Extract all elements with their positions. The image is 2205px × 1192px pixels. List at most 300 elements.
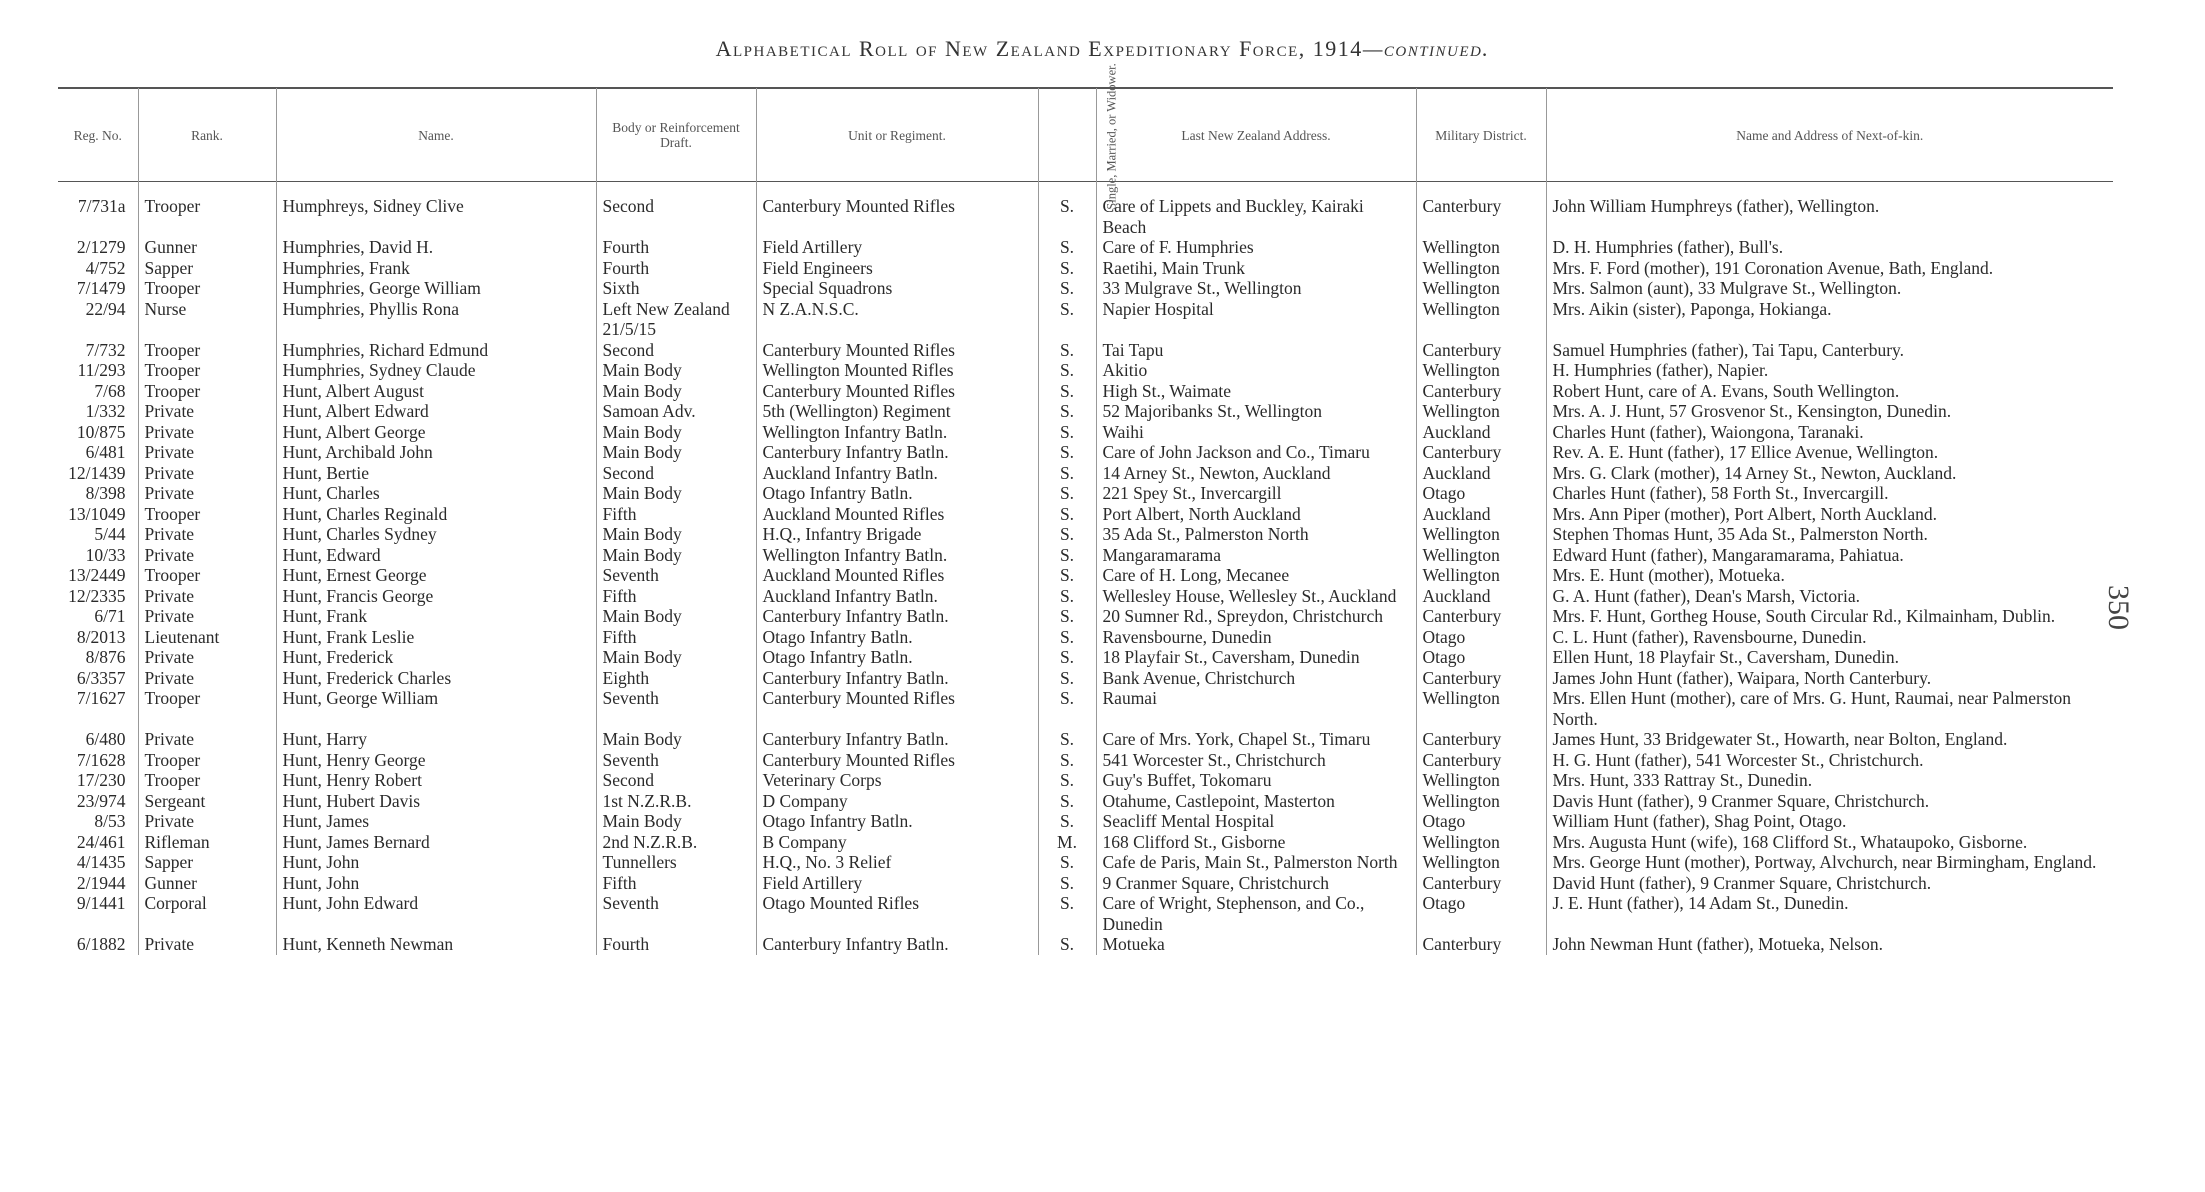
address-cell: Care of H. Long, Mecanee <box>1096 565 1416 586</box>
unit-cell: Canterbury Mounted Rifles <box>756 381 1038 402</box>
rank-cell: Trooper <box>138 360 276 381</box>
draft-cell: Main Body <box>596 381 756 402</box>
address-cell: Tai Tapu <box>1096 340 1416 361</box>
marital-status-cell: S. <box>1038 401 1096 422</box>
reg-no-cell: 1/332 <box>85 401 126 421</box>
address-cell: Care of Wright, Stephenson, and Co., Dunedin <box>1096 893 1416 934</box>
col-header-district: Military District. <box>1416 88 1546 182</box>
address-cell: Care of John Jackson and Co., Timaru <box>1096 442 1416 463</box>
draft-cell: Main Body <box>596 483 756 504</box>
district-cell: Otago <box>1416 627 1546 648</box>
draft-cell: Main Body <box>596 524 756 545</box>
unit-cell: H.Q., Infantry Brigade <box>756 524 1038 545</box>
address-cell: Napier Hospital <box>1096 299 1416 340</box>
draft-cell: Seventh <box>596 750 756 771</box>
table-row <box>58 258 2113 279</box>
reg-no-cell: 12/2335 <box>68 585 126 606</box>
next-of-kin-cell: Rev. A. E. Hunt (father), 17 Ellice Avenue, Wellington. <box>1546 442 2113 463</box>
reg-no-cell: 8/2013 <box>76 626 126 647</box>
district-cell: Wellington <box>1416 852 1546 873</box>
marital-status-cell: S. <box>1038 442 1096 463</box>
draft-cell: 1st N.Z.R.B. <box>596 791 756 812</box>
marital-status-cell: S. <box>1038 504 1096 525</box>
rank-cell: Private <box>138 545 276 566</box>
address-cell: Waihi <box>1096 422 1416 443</box>
table-row <box>58 791 2113 812</box>
rank-cell: Trooper <box>138 770 276 791</box>
table-row <box>58 565 2113 586</box>
reg-no-cell: 7/731a <box>77 196 126 216</box>
rank-cell: Trooper <box>138 340 276 361</box>
address-cell: Seacliff Mental Hospital <box>1096 811 1416 832</box>
next-of-kin-cell: James Hunt, 33 Bridgewater St., Howarth, near Bolton, England. <box>1546 729 2113 750</box>
col-header-unit: Unit or Regiment. <box>756 88 1038 182</box>
draft-cell: Main Body <box>596 811 756 832</box>
reg-no-cell: 2/1279 <box>76 237 126 257</box>
name-cell: Humphries, Sydney Claude <box>276 360 596 381</box>
table-row <box>58 237 2113 258</box>
unit-cell: Canterbury Mounted Rifles <box>756 688 1038 729</box>
name-cell: Humphries, George William <box>276 278 596 299</box>
table-row <box>58 586 2113 607</box>
address-cell: High St., Waimate <box>1096 381 1416 402</box>
name-cell: Hunt, Albert Edward <box>276 401 596 422</box>
marital-status-cell: S. <box>1038 873 1096 894</box>
reg-no-cell: 8/53 <box>94 811 126 831</box>
col-header-kin: Name and Address of Next-of-kin. <box>1546 88 2113 182</box>
table-row <box>58 422 2113 443</box>
reg-no-cell: 7/68 <box>94 380 126 401</box>
marital-status-cell: S. <box>1038 627 1096 648</box>
district-cell: Canterbury <box>1416 873 1546 894</box>
table-row <box>58 196 2113 237</box>
rank-cell: Rifleman <box>138 832 276 853</box>
draft-cell: Fifth <box>596 586 756 607</box>
table-row <box>58 934 2113 955</box>
rank-cell: Private <box>138 668 276 689</box>
district-cell: Canterbury <box>1416 729 1546 750</box>
unit-cell: Auckland Infantry Batln. <box>756 463 1038 484</box>
reg-no-cell: 9/1441 <box>76 893 126 913</box>
unit-cell: Wellington Mounted Rifles <box>756 360 1038 381</box>
reg-no-cell: 10/875 <box>76 421 126 442</box>
unit-cell: Canterbury Infantry Batln. <box>756 729 1038 750</box>
next-of-kin-cell: William Hunt (father), Shag Point, Otago. <box>1546 811 2113 832</box>
rank-cell: Gunner <box>138 237 276 258</box>
district-cell: Wellington <box>1416 237 1546 258</box>
rank-cell: Private <box>138 647 276 668</box>
reg-no-cell: 5/44 <box>94 524 126 544</box>
rank-cell: Private <box>138 483 276 504</box>
draft-cell: Main Body <box>596 647 756 668</box>
draft-cell: Second <box>596 770 756 791</box>
draft-cell: Tunnellers <box>596 852 756 873</box>
reg-no-cell: 13/1049 <box>68 503 126 524</box>
rank-cell: Private <box>138 524 276 545</box>
name-cell: Hunt, Charles Reginald <box>276 504 596 525</box>
marital-status-cell: S. <box>1038 893 1096 934</box>
rank-cell: Trooper <box>138 504 276 525</box>
rank-cell: Trooper <box>138 688 276 729</box>
name-cell: Hunt, George William <box>276 688 596 729</box>
name-cell: Hunt, Henry Robert <box>276 770 596 791</box>
name-cell: Hunt, Kenneth Newman <box>276 934 596 955</box>
next-of-kin-cell: Davis Hunt (father), 9 Cranmer Square, Christchurch. <box>1546 791 2113 812</box>
next-of-kin-cell: Mrs. Salmon (aunt), 33 Mulgrave St., Wellington. <box>1546 278 2113 299</box>
reg-no-cell: 22/94 <box>85 298 126 319</box>
next-of-kin-cell: H. Humphries (father), Napier. <box>1546 360 2113 381</box>
table-row <box>58 381 2113 402</box>
district-cell: Wellington <box>1416 832 1546 853</box>
name-cell: Humphries, Frank <box>276 258 596 279</box>
next-of-kin-cell: Mrs. Aikin (sister), Paponga, Hokianga. <box>1546 299 2113 340</box>
next-of-kin-cell: Mrs. Ann Piper (mother), Port Albert, North Auckland. <box>1546 504 2113 525</box>
address-cell: Akitio <box>1096 360 1416 381</box>
name-cell: Humphries, Richard Edmund <box>276 340 596 361</box>
unit-cell: D Company <box>756 791 1038 812</box>
reg-no-cell: 6/71 <box>94 606 126 626</box>
next-of-kin-cell: John Newman Hunt (father), Motueka, Nelson. <box>1546 934 2113 955</box>
rank-cell: Trooper <box>138 381 276 402</box>
address-cell: Guy's Buffet, Tokomaru <box>1096 770 1416 791</box>
draft-cell: Sixth <box>596 278 756 299</box>
marital-status-cell: S. <box>1038 258 1096 279</box>
reg-no-cell: 13/2449 <box>68 565 126 585</box>
name-cell: Hunt, James <box>276 811 596 832</box>
table-row <box>58 770 2113 791</box>
draft-cell: Second <box>596 340 756 361</box>
name-cell: Hunt, Frank Leslie <box>276 627 596 648</box>
address-cell: Raetihi, Main Trunk <box>1096 258 1416 279</box>
address-cell: 35 Ada St., Palmerston North <box>1096 524 1416 545</box>
draft-cell: Main Body <box>596 545 756 566</box>
address-cell: 9 Cranmer Square, Christchurch <box>1096 873 1416 894</box>
address-cell: 33 Mulgrave St., Wellington <box>1096 278 1416 299</box>
unit-cell: Canterbury Infantry Batln. <box>756 668 1038 689</box>
district-cell: Canterbury <box>1416 196 1546 237</box>
rank-cell: Private <box>138 442 276 463</box>
district-cell: Wellington <box>1416 791 1546 812</box>
rank-cell: Gunner <box>138 873 276 894</box>
marital-status-cell: S. <box>1038 360 1096 381</box>
rank-cell: Trooper <box>138 565 276 586</box>
roll-table <box>58 62 2113 955</box>
reg-no-cell: 8/876 <box>85 647 126 667</box>
reg-no-cell: 2/1944 <box>76 872 126 893</box>
table-row <box>58 299 2113 340</box>
marital-status-cell: S. <box>1038 524 1096 545</box>
rank-cell: Private <box>138 934 276 955</box>
rank-cell: Private <box>138 422 276 443</box>
district-cell: Wellington <box>1416 770 1546 791</box>
reg-no-cell: 7/1627 <box>76 688 126 708</box>
table-row <box>58 811 2113 832</box>
next-of-kin-cell: Samuel Humphries (father), Tai Tapu, Canterbury. <box>1546 340 2113 361</box>
next-of-kin-cell: J. E. Hunt (father), 14 Adam St., Dunedin. <box>1546 893 2113 934</box>
address-cell: Ravensbourne, Dunedin <box>1096 627 1416 648</box>
rank-cell: Trooper <box>138 278 276 299</box>
address-cell: Care of Mrs. York, Chapel St., Timaru <box>1096 729 1416 750</box>
marital-status-cell: S. <box>1038 770 1096 791</box>
marital-status-cell: S. <box>1038 463 1096 484</box>
table-row <box>58 668 2113 689</box>
address-cell: 221 Spey St., Invercargill <box>1096 483 1416 504</box>
marital-status-cell: S. <box>1038 586 1096 607</box>
name-cell: Hunt, John <box>276 873 596 894</box>
draft-cell: Fourth <box>596 237 756 258</box>
rank-cell: Private <box>138 463 276 484</box>
unit-cell: Wellington Infantry Batln. <box>756 422 1038 443</box>
address-cell: Cafe de Paris, Main St., Palmerston North <box>1096 852 1416 873</box>
unit-cell: Canterbury Infantry Batln. <box>756 934 1038 955</box>
table-row <box>58 504 2113 525</box>
address-cell: 14 Arney St., Newton, Auckland <box>1096 463 1416 484</box>
name-cell: Hunt, Archibald John <box>276 442 596 463</box>
district-cell: Otago <box>1416 893 1546 934</box>
rank-cell: Sapper <box>138 852 276 873</box>
table-row <box>58 688 2113 729</box>
address-cell: 20 Sumner Rd., Spreydon, Christchurch <box>1096 606 1416 627</box>
district-cell: Wellington <box>1416 299 1546 340</box>
draft-cell: Fourth <box>596 934 756 955</box>
page-title <box>0 36 2205 62</box>
name-cell: Hunt, Frederick <box>276 647 596 668</box>
rank-cell: Nurse <box>138 299 276 340</box>
next-of-kin-cell: Stephen Thomas Hunt, 35 Ada St., Palmerston North. <box>1546 524 2113 545</box>
draft-cell: Seventh <box>596 565 756 586</box>
unit-cell: Otago Infantry Batln. <box>756 811 1038 832</box>
name-cell: Hunt, Charles Sydney <box>276 524 596 545</box>
district-cell: Wellington <box>1416 545 1546 566</box>
col-header-marital-status: Single, Married, or Widower. <box>1038 88 1096 182</box>
table-row <box>58 873 2113 894</box>
address-cell: Mangaramarama <box>1096 545 1416 566</box>
district-cell: Auckland <box>1416 422 1546 443</box>
name-cell: Humphries, David H. <box>276 237 596 258</box>
next-of-kin-cell: Edward Hunt (father), Mangaramarama, Pahiatua. <box>1546 545 2113 566</box>
table-row <box>58 606 2113 627</box>
reg-no-cell: 11/293 <box>77 360 126 380</box>
next-of-kin-cell: Mrs. A. J. Hunt, 57 Grosvenor St., Kensington, Dunedin. <box>1546 401 2113 422</box>
marital-status-cell: S. <box>1038 688 1096 729</box>
unit-cell: Special Squadrons <box>756 278 1038 299</box>
col-header-rank: Rank. <box>138 88 276 182</box>
table-row <box>58 442 2113 463</box>
draft-cell: Main Body <box>596 442 756 463</box>
address-cell: Port Albert, North Auckland <box>1096 504 1416 525</box>
district-cell: Wellington <box>1416 278 1546 299</box>
district-cell: Wellington <box>1416 360 1546 381</box>
next-of-kin-cell: G. A. Hunt (father), Dean's Marsh, Victoria. <box>1546 586 2113 607</box>
marital-status-cell: S. <box>1038 381 1096 402</box>
address-cell: Care of Lippets and Buckley, Kairaki Beach <box>1096 196 1416 237</box>
unit-cell: Auckland Infantry Batln. <box>756 586 1038 607</box>
next-of-kin-cell: Charles Hunt (father), 58 Forth St., Invercargill. <box>1546 483 2113 504</box>
title-continued: —continued. <box>1362 36 1490 61</box>
table-row <box>58 893 2113 934</box>
district-cell: Canterbury <box>1416 668 1546 689</box>
next-of-kin-cell: John William Humphreys (father), Wellington. <box>1546 196 2113 237</box>
reg-no-cell: 10/33 <box>85 544 126 565</box>
reg-no-cell: 6/481 <box>85 442 126 462</box>
table-row <box>58 524 2113 545</box>
next-of-kin-cell: James John Hunt (father), Waipara, North Canterbury. <box>1546 668 2113 689</box>
unit-cell: Wellington Infantry Batln. <box>756 545 1038 566</box>
roll-body <box>58 196 2113 955</box>
name-cell: Hunt, Hubert Davis <box>276 791 596 812</box>
draft-cell: Main Body <box>596 606 756 627</box>
marital-status-cell: S. <box>1038 565 1096 586</box>
district-cell: Wellington <box>1416 688 1546 729</box>
name-cell: Hunt, Albert August <box>276 381 596 402</box>
unit-cell: N Z.A.N.S.C. <box>756 299 1038 340</box>
col-header-reg-no: Reg. No. <box>73 127 122 143</box>
name-cell: Hunt, Harry <box>276 729 596 750</box>
table-row <box>58 463 2113 484</box>
next-of-kin-cell: Ellen Hunt, 18 Playfair St., Caversham, Dunedin. <box>1546 647 2113 668</box>
district-cell: Auckland <box>1416 504 1546 525</box>
table-row <box>58 750 2113 771</box>
unit-cell: Canterbury Infantry Batln. <box>756 442 1038 463</box>
reg-no-cell: 6/480 <box>85 729 126 749</box>
next-of-kin-cell: Robert Hunt, care of A. Evans, South Wellington. <box>1546 381 2113 402</box>
table-row <box>58 832 2113 853</box>
name-cell: Hunt, Ernest George <box>276 565 596 586</box>
address-cell: Bank Avenue, Christchurch <box>1096 668 1416 689</box>
page-number: 350 <box>2102 585 2135 630</box>
col-header-draft: Body or Reinforcement Draft. <box>596 88 756 182</box>
unit-cell: Field Artillery <box>756 873 1038 894</box>
table-row <box>58 483 2113 504</box>
draft-cell: Second <box>596 463 756 484</box>
next-of-kin-cell: Mrs. G. Clark (mother), 14 Arney St., Newton, Auckland. <box>1546 463 2113 484</box>
rank-cell: Sergeant <box>138 791 276 812</box>
address-cell: Otahume, Castlepoint, Masterton <box>1096 791 1416 812</box>
unit-cell: Otago Infantry Batln. <box>756 627 1038 648</box>
marital-status-cell: S. <box>1038 196 1096 237</box>
marital-status-cell: S. <box>1038 237 1096 258</box>
unit-cell: H.Q., No. 3 Relief <box>756 852 1038 873</box>
district-cell: Canterbury <box>1416 340 1546 361</box>
unit-cell: Canterbury Infantry Batln. <box>756 606 1038 627</box>
next-of-kin-cell: Mrs. Hunt, 333 Rattray St., Dunedin. <box>1546 770 2113 791</box>
address-cell: Raumai <box>1096 688 1416 729</box>
reg-no-cell: 17/230 <box>76 770 126 790</box>
name-cell: Humphreys, Sidney Clive <box>276 196 596 237</box>
next-of-kin-cell: Mrs. F. Ford (mother), 191 Coronation Avenue, Bath, England. <box>1546 258 2113 279</box>
name-cell: Hunt, Frank <box>276 606 596 627</box>
district-cell: Canterbury <box>1416 606 1546 627</box>
draft-cell: Fifth <box>596 627 756 648</box>
marital-status-cell: M. <box>1038 832 1096 853</box>
next-of-kin-cell: David Hunt (father), 9 Cranmer Square, Christchurch. <box>1546 873 2113 894</box>
unit-cell: Field Artillery <box>756 237 1038 258</box>
reg-no-cell: 23/974 <box>76 790 126 811</box>
table-row <box>58 340 2113 361</box>
name-cell: Hunt, Frederick Charles <box>276 668 596 689</box>
rank-cell: Lieutenant <box>138 627 276 648</box>
table-row <box>58 401 2113 422</box>
draft-cell: Fourth <box>596 258 756 279</box>
draft-cell: Fifth <box>596 504 756 525</box>
district-cell: Wellington <box>1416 401 1546 422</box>
unit-cell: Canterbury Mounted Rifles <box>756 750 1038 771</box>
column-header-row <box>58 88 2113 182</box>
rank-cell: Private <box>138 811 276 832</box>
draft-cell: Eighth <box>596 668 756 689</box>
unit-cell: Otago Infantry Batln. <box>756 483 1038 504</box>
address-cell: 168 Clifford St., Gisborne <box>1096 832 1416 853</box>
reg-no-cell: 6/3357 <box>76 667 126 688</box>
table-row <box>58 360 2113 381</box>
marital-status-cell: S. <box>1038 729 1096 750</box>
marital-status-cell: S. <box>1038 545 1096 566</box>
next-of-kin-cell: Charles Hunt (father), Waiongona, Taranaki. <box>1546 422 2113 443</box>
next-of-kin-cell: Mrs. F. Hunt, Gortheg House, South Circular Rd., Kilmainham, Dublin. <box>1546 606 2113 627</box>
name-cell: Hunt, Francis George <box>276 586 596 607</box>
marital-status-cell: S. <box>1038 483 1096 504</box>
district-cell: Canterbury <box>1416 442 1546 463</box>
draft-cell: Second <box>596 196 756 237</box>
draft-cell: Seventh <box>596 688 756 729</box>
marital-status-cell: S. <box>1038 422 1096 443</box>
name-cell: Hunt, Henry George <box>276 750 596 771</box>
unit-cell: Canterbury Mounted Rifles <box>756 196 1038 237</box>
marital-status-cell: S. <box>1038 647 1096 668</box>
next-of-kin-cell: Mrs. E. Hunt (mother), Motueka. <box>1546 565 2113 586</box>
marital-status-cell: S. <box>1038 278 1096 299</box>
rank-cell: Private <box>138 586 276 607</box>
name-cell: Hunt, Edward <box>276 545 596 566</box>
district-cell: Otago <box>1416 647 1546 668</box>
rank-cell: Corporal <box>138 893 276 934</box>
marital-status-cell: S. <box>1038 606 1096 627</box>
name-cell: Hunt, John Edward <box>276 893 596 934</box>
rank-cell: Sapper <box>138 258 276 279</box>
reg-no-cell: 7/732 <box>85 339 126 360</box>
marital-status-cell: S. <box>1038 340 1096 361</box>
rank-cell: Private <box>138 729 276 750</box>
name-cell: Hunt, Albert George <box>276 422 596 443</box>
address-cell: Motueka <box>1096 934 1416 955</box>
next-of-kin-cell: D. H. Humphries (father), Bull's. <box>1546 237 2113 258</box>
unit-cell: Otago Infantry Batln. <box>756 647 1038 668</box>
marital-status-cell: S. <box>1038 299 1096 340</box>
rank-cell: Private <box>138 606 276 627</box>
unit-cell: Auckland Mounted Rifles <box>756 504 1038 525</box>
name-cell: Hunt, John <box>276 852 596 873</box>
draft-cell: Main Body <box>596 729 756 750</box>
name-cell: Hunt, Charles <box>276 483 596 504</box>
district-cell: Canterbury <box>1416 750 1546 771</box>
district-cell: Canterbury <box>1416 934 1546 955</box>
next-of-kin-cell: Mrs. Augusta Hunt (wife), 168 Clifford St., Whataupoko, Gisborne. <box>1546 832 2113 853</box>
table-row <box>58 852 2113 873</box>
rank-cell: Trooper <box>138 750 276 771</box>
district-cell: Wellington <box>1416 524 1546 545</box>
next-of-kin-cell: Mrs. George Hunt (mother), Portway, Alvchurch, near Birmingham, England. <box>1546 852 2113 873</box>
table-row <box>58 729 2113 750</box>
address-cell: 18 Playfair St., Caversham, Dunedin <box>1096 647 1416 668</box>
next-of-kin-cell: H. G. Hunt (father), 541 Worcester St., Christchurch. <box>1546 750 2113 771</box>
draft-cell: 2nd N.Z.R.B. <box>596 832 756 853</box>
district-cell: Auckland <box>1416 586 1546 607</box>
district-cell: Wellington <box>1416 258 1546 279</box>
title-text: Alphabetical Roll of New Zealand Expeditionary Force, 1914 <box>715 36 1363 61</box>
rank-cell: Trooper <box>138 196 276 237</box>
table-row <box>58 647 2113 668</box>
draft-cell: Fifth <box>596 873 756 894</box>
